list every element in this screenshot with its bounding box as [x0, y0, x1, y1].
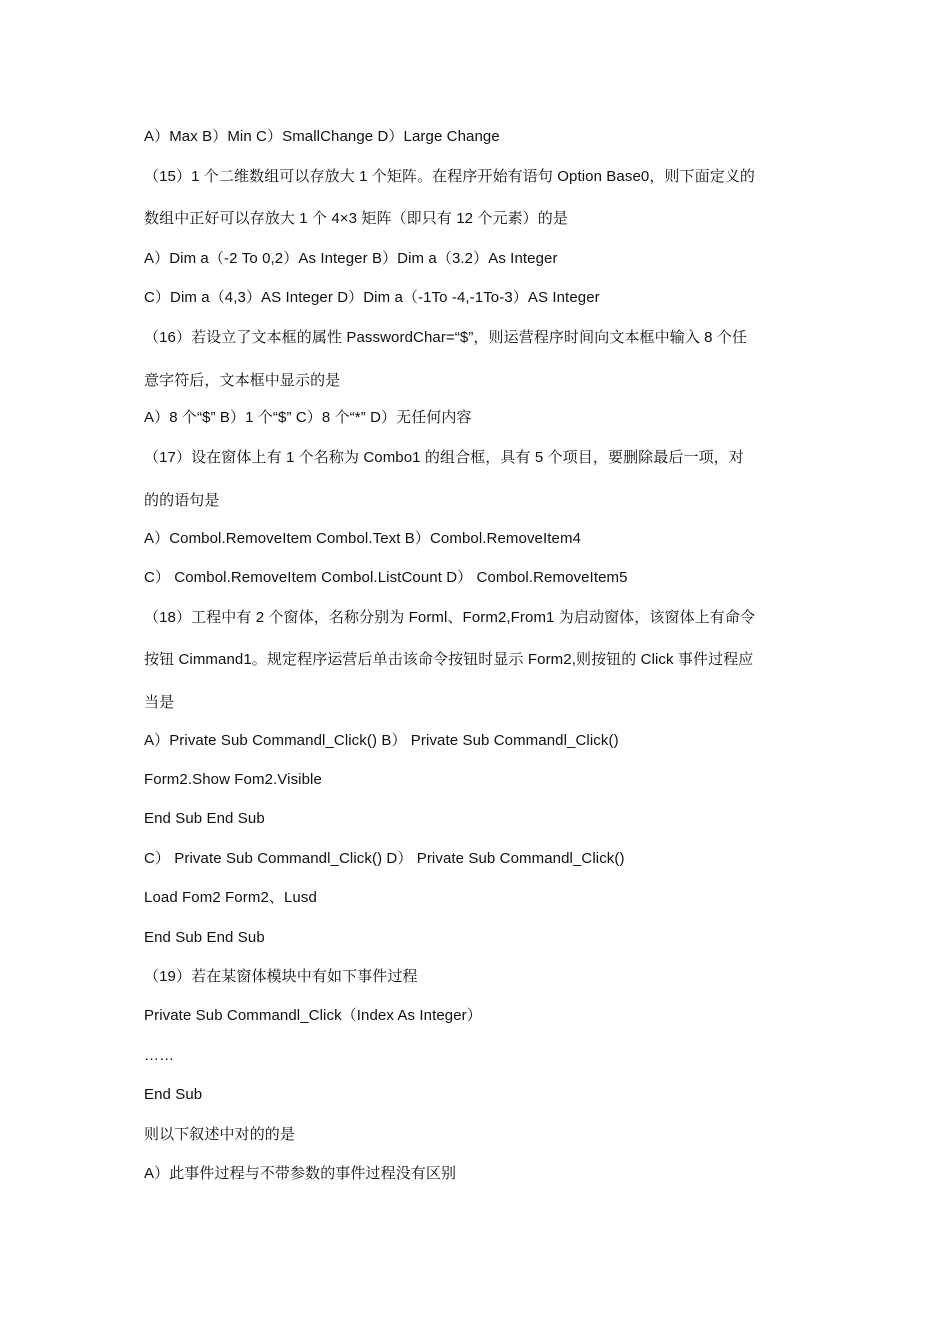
text-line: Private Sub Commandl_Click（Index As Integer）: [144, 1007, 482, 1024]
text-line: End Sub End Sub: [144, 810, 265, 827]
text-line: A）Dim a（-2 To 0,2）As Integer B）Dim a（3.2）As Integer: [144, 250, 558, 267]
text-line: A）Max B）Min C）SmallChange D）Large Change: [144, 128, 500, 145]
text-line: 的的语句是: [144, 492, 220, 509]
text-line: （16）若设立了文本框的属性 PasswordChar=“$”，则运营程序时间向文本框中输入 8 个任: [144, 329, 748, 346]
text-line: 意字符后，文本框中显示的是: [144, 372, 341, 389]
text-line: （15）1 个二维数组可以存放大 1 个矩阵。在程序开始有语句 Option Base0，则下面定义的: [144, 168, 756, 185]
text-line: （18）工程中有 2 个窗体，名称分别为 Forml、Form2,From1 为启动窗体，该窗体上有命令: [144, 609, 756, 626]
text-line: 当是: [144, 694, 175, 711]
text-line: Load Fom2 Form2、Lusd: [144, 889, 317, 906]
text-line: ……: [144, 1047, 175, 1064]
text-line: A）8 个“$” B）1 个“$” C）8 个“*” D）无任何内容: [144, 409, 472, 426]
text-line: C） Combol.RemoveItem Combol.ListCount D） Combol.RemoveItem5: [144, 569, 628, 586]
text-line: 数组中正好可以存放大 1 个 4×3 矩阵（即只有 12 个元素）的是: [144, 210, 568, 227]
text-line: C）Dim a（4,3）AS Integer D）Dim a（-1To -4,-1To-3）AS Integer: [144, 289, 600, 306]
text-line: 按钮 Cimmand1。规定程序运营后单击该命令按钮时显示 Form2,则按钮的 Click 事件过程应: [144, 651, 754, 668]
text-line: （19）若在某窗体模块中有如下事件过程: [144, 968, 418, 985]
text-line: End Sub End Sub: [144, 929, 265, 946]
text-line: A）Private Sub Commandl_Click() B） Private Sub Commandl_Click(): [144, 732, 619, 749]
text-line: A）此事件过程与不带参数的事件过程没有区别: [144, 1165, 457, 1182]
text-line: C） Private Sub Commandl_Click() D） Private Sub Commandl_Click(): [144, 850, 625, 867]
text-line: A）Combol.RemoveItem Combol.Text B）Combol.RemoveItem4: [144, 530, 582, 547]
text-line: Form2.Show Fom2.Visible: [144, 771, 322, 788]
text-line: （17）设在窗体上有 1 个名称为 Combo1 的组合框，具有 5 个项目，要删除最后一项，对: [144, 449, 744, 466]
text-line: 则以下叙述中对的的是: [144, 1126, 296, 1143]
text-line: End Sub: [144, 1086, 203, 1103]
